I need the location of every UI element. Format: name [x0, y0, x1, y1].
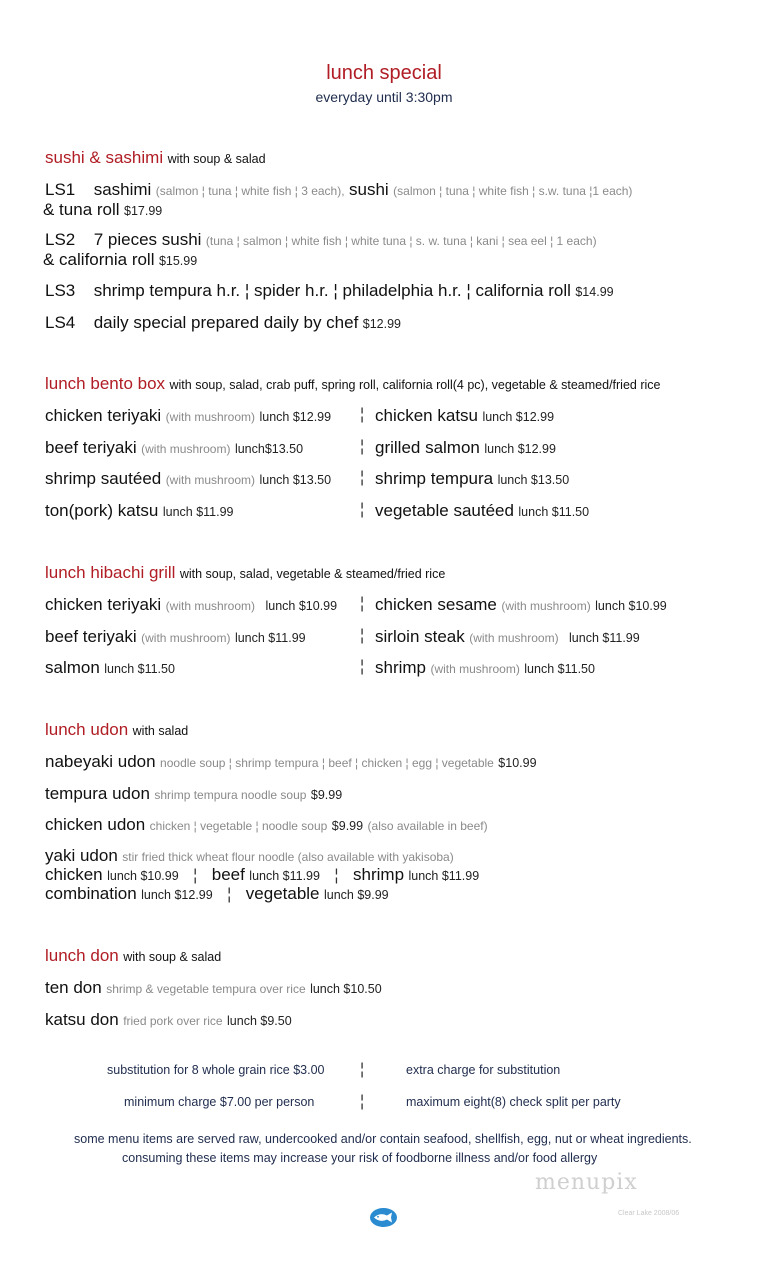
- column-separator: ¦: [360, 658, 365, 675]
- option-price: lunch $10.99: [107, 869, 179, 883]
- bento-item-right: [375, 406, 554, 426]
- policy-check-split: maximum eight(8) check split per party: [406, 1095, 621, 1109]
- item-price: lunch $10.99: [595, 599, 667, 613]
- column-separator: ¦: [360, 1093, 365, 1110]
- item-name: beef teriyaki: [45, 627, 137, 646]
- column-separator: ¦: [360, 438, 365, 455]
- item-name: salmon: [45, 658, 100, 677]
- item-price: lunch $12.99: [484, 442, 556, 456]
- section-sushi-sashimi: [45, 148, 266, 168]
- item-name: shrimp sautéed: [45, 469, 162, 488]
- item-name: 7 pieces sushi: [93, 230, 202, 249]
- item-description: shrimp tempura noodle soup: [154, 788, 307, 802]
- item-description: noodle soup ¦ shrimp tempura ¦ beef ¦ chicken ¦ egg ¦ vegetable: [160, 756, 494, 770]
- allergy-warning-line1: some menu items are served raw, undercooked and/or contain seafood, shellfish, egg, nut or wheat ingredients.: [74, 1132, 692, 1146]
- option-separator: ¦: [334, 867, 339, 884]
- item-price: lunch $11.50: [518, 505, 590, 519]
- menu-title: lunch special: [326, 62, 442, 84]
- item-description: (with mushroom): [165, 599, 256, 613]
- column-separator: ¦: [360, 1061, 365, 1078]
- section-title: lunch don: [45, 946, 119, 965]
- hibachi-item-left: [45, 658, 175, 678]
- item-name: beef teriyaki: [45, 438, 137, 457]
- item-name-continued: & tuna roll: [43, 200, 120, 219]
- item-name: katsu don: [45, 1010, 119, 1029]
- item-description: (tuna ¦ salmon ¦ white fish ¦ white tuna ¦ s. w. tuna ¦ kani ¦ sea eel ¦ 1 each): [205, 234, 597, 248]
- item-name: chicken sesame: [375, 595, 497, 614]
- item-price: $14.99: [575, 285, 614, 299]
- section-lunch-don: [45, 946, 221, 966]
- section-subtitle: with soup & salad: [123, 950, 222, 964]
- bento-item-right: [375, 501, 589, 521]
- item-code: LS4: [45, 313, 76, 332]
- option-separator: ¦: [227, 886, 232, 903]
- item-price: $9.99: [310, 788, 343, 802]
- don-item-katsu: [45, 1010, 292, 1030]
- udon-item-chicken: [45, 815, 488, 835]
- item-name: chicken udon: [45, 815, 146, 834]
- item-name: yaki udon: [45, 846, 118, 865]
- item-name-secondary: sushi: [349, 180, 389, 199]
- item-price: lunch $11.50: [104, 662, 175, 676]
- section-title: lunch hibachi grill: [45, 563, 176, 582]
- option-name: beef: [211, 865, 245, 884]
- item-description-secondary: (salmon ¦ tuna ¦ white fish ¦ s.w. tuna ¦1 each): [393, 184, 633, 198]
- item-code: LS3: [45, 281, 76, 300]
- section-title: sushi & sashimi: [45, 148, 164, 167]
- item-description: (with mushroom): [141, 442, 231, 456]
- item-description: (with mushroom): [430, 662, 520, 676]
- menu-item-ls2: [45, 230, 597, 250]
- don-item-ten: [45, 978, 382, 998]
- item-price: lunch $13.50: [259, 473, 332, 487]
- item-description: (with mushroom): [165, 410, 256, 424]
- item-note: (also available in beef): [367, 819, 488, 833]
- item-price: $9.99: [331, 819, 364, 833]
- item-description: (with mushroom): [165, 473, 256, 487]
- item-name: ten don: [45, 978, 102, 997]
- menu-item-ls1: [45, 180, 632, 200]
- yaki-udon-options-row2: [45, 884, 389, 904]
- item-description: stir fried thick wheat flour noodle (also available with yakisoba): [122, 850, 454, 864]
- column-separator: ¦: [360, 627, 365, 644]
- item-price: lunch $13.50: [497, 473, 570, 487]
- item-price: lunch $11.50: [524, 662, 595, 676]
- policy-extra-charge: extra charge for substitution: [406, 1063, 561, 1077]
- item-description: (salmon ¦ tuna ¦ white fish ¦ 3 each),: [155, 184, 345, 198]
- item-description: fried pork over rice: [123, 1014, 223, 1028]
- bento-item-left: [45, 438, 303, 458]
- bento-item-left: [45, 501, 234, 521]
- hibachi-item-right: [375, 627, 640, 647]
- item-price: lunch$13.50: [234, 442, 304, 456]
- column-separator: ¦: [360, 501, 365, 518]
- item-name: shrimp: [375, 658, 427, 677]
- option-name: chicken: [45, 865, 103, 884]
- fish-logo-icon: [369, 1207, 398, 1233]
- item-price: lunch $11.99: [569, 631, 640, 645]
- section-subtitle: with soup, salad, crab puff, spring roll, california roll(4 pc), vegetable & steamed/fried rice: [169, 378, 661, 392]
- item-name: chicken katsu: [375, 406, 478, 425]
- item-price: lunch $11.99: [234, 631, 306, 645]
- item-name: tempura udon: [45, 784, 150, 803]
- column-separator: ¦: [360, 469, 365, 486]
- item-name: sirloin steak: [375, 627, 465, 646]
- column-separator: ¦: [360, 595, 365, 612]
- bento-item-right: [375, 438, 556, 458]
- option-name: combination: [45, 884, 137, 903]
- item-name: sashimi: [93, 180, 152, 199]
- item-description: shrimp & vegetable tempura over rice: [106, 982, 306, 996]
- bento-item-left: [45, 406, 331, 426]
- option-price: lunch $12.99: [141, 888, 213, 902]
- item-price: lunch $11.99: [162, 505, 234, 519]
- section-lunch-hibachi-grill: [45, 563, 445, 583]
- item-name: grilled salmon: [375, 438, 480, 457]
- policy-minimum-charge: minimum charge $7.00 per person: [124, 1095, 315, 1109]
- item-price: $17.99: [124, 204, 163, 218]
- udon-item-yaki: [45, 846, 454, 866]
- item-name: shrimp tempura: [375, 469, 494, 488]
- item-description: chicken ¦ vegetable ¦ noodle soup: [149, 819, 328, 833]
- section-lunch-udon: [45, 720, 188, 740]
- item-price: lunch $10.50: [310, 982, 382, 996]
- menu-item-ls1-line2: [43, 200, 162, 220]
- item-description: (with mushroom): [469, 631, 559, 645]
- option-name: shrimp: [353, 865, 405, 884]
- option-name: vegetable: [245, 884, 320, 903]
- item-description: (with mushroom): [141, 631, 231, 645]
- item-name: chicken teriyaki: [45, 595, 162, 614]
- menu-subtitle: everyday until 3:30pm: [315, 89, 453, 105]
- hibachi-item-right: [375, 658, 595, 678]
- item-price: lunch $12.99: [482, 410, 555, 424]
- menu-item-ls2-line2: [43, 250, 197, 270]
- item-price: lunch $12.99: [259, 410, 332, 424]
- bento-item-right: [375, 469, 569, 489]
- section-subtitle: with salad: [132, 724, 189, 738]
- menu-item-ls3: [45, 281, 614, 301]
- item-code: LS1: [45, 180, 76, 199]
- udon-item-nabeyaki: [45, 752, 537, 772]
- hibachi-item-left: [45, 627, 306, 647]
- item-price: $15.99: [158, 254, 198, 268]
- item-price: $10.99: [498, 756, 537, 770]
- menu-item-ls4: [45, 313, 401, 333]
- item-description: (with mushroom): [501, 599, 591, 613]
- item-code: LS2: [45, 230, 76, 249]
- section-title: lunch bento box: [45, 374, 166, 393]
- yaki-udon-options-row1: [45, 865, 479, 885]
- section-lunch-bento-box: [45, 374, 660, 394]
- item-name: shrimp tempura h.r. ¦ spider h.r. ¦ philadelphia h.r. ¦ california roll: [93, 281, 571, 300]
- menupix-watermark: menupix: [535, 1170, 638, 1195]
- section-subtitle: with soup, salad, vegetable & steamed/fried rice: [179, 567, 446, 581]
- item-name: daily special prepared daily by chef: [93, 313, 359, 332]
- item-price: lunch $10.99: [265, 599, 338, 613]
- hibachi-item-right: [375, 595, 667, 615]
- option-price: lunch $9.99: [323, 888, 389, 902]
- option-price: lunch $11.99: [408, 869, 480, 883]
- bento-item-left: [45, 469, 331, 489]
- item-name: chicken teriyaki: [45, 406, 162, 425]
- section-title: lunch udon: [45, 720, 129, 739]
- section-subtitle: with soup & salad: [167, 152, 266, 166]
- option-price: lunch $11.99: [249, 869, 320, 883]
- item-price: $12.99: [362, 317, 401, 331]
- item-name: vegetable sautéed: [375, 501, 514, 520]
- watermark-caption: Clear Lake 2008/06: [618, 1210, 680, 1217]
- policy-substitution-rice: substitution for 8 whole grain rice $3.00: [107, 1063, 325, 1077]
- allergy-warning-line2: consuming these items may increase your risk of foodborne illness and/or food allergy: [122, 1151, 598, 1165]
- item-price: lunch $9.50: [227, 1014, 292, 1028]
- hibachi-item-left: [45, 595, 337, 615]
- udon-item-tempura: [45, 784, 342, 804]
- item-name: ton(pork) katsu: [45, 501, 159, 520]
- item-name: nabeyaki udon: [45, 752, 156, 771]
- item-name-continued: & california roll: [43, 250, 155, 269]
- option-separator: ¦: [193, 867, 198, 884]
- column-separator: ¦: [360, 406, 365, 423]
